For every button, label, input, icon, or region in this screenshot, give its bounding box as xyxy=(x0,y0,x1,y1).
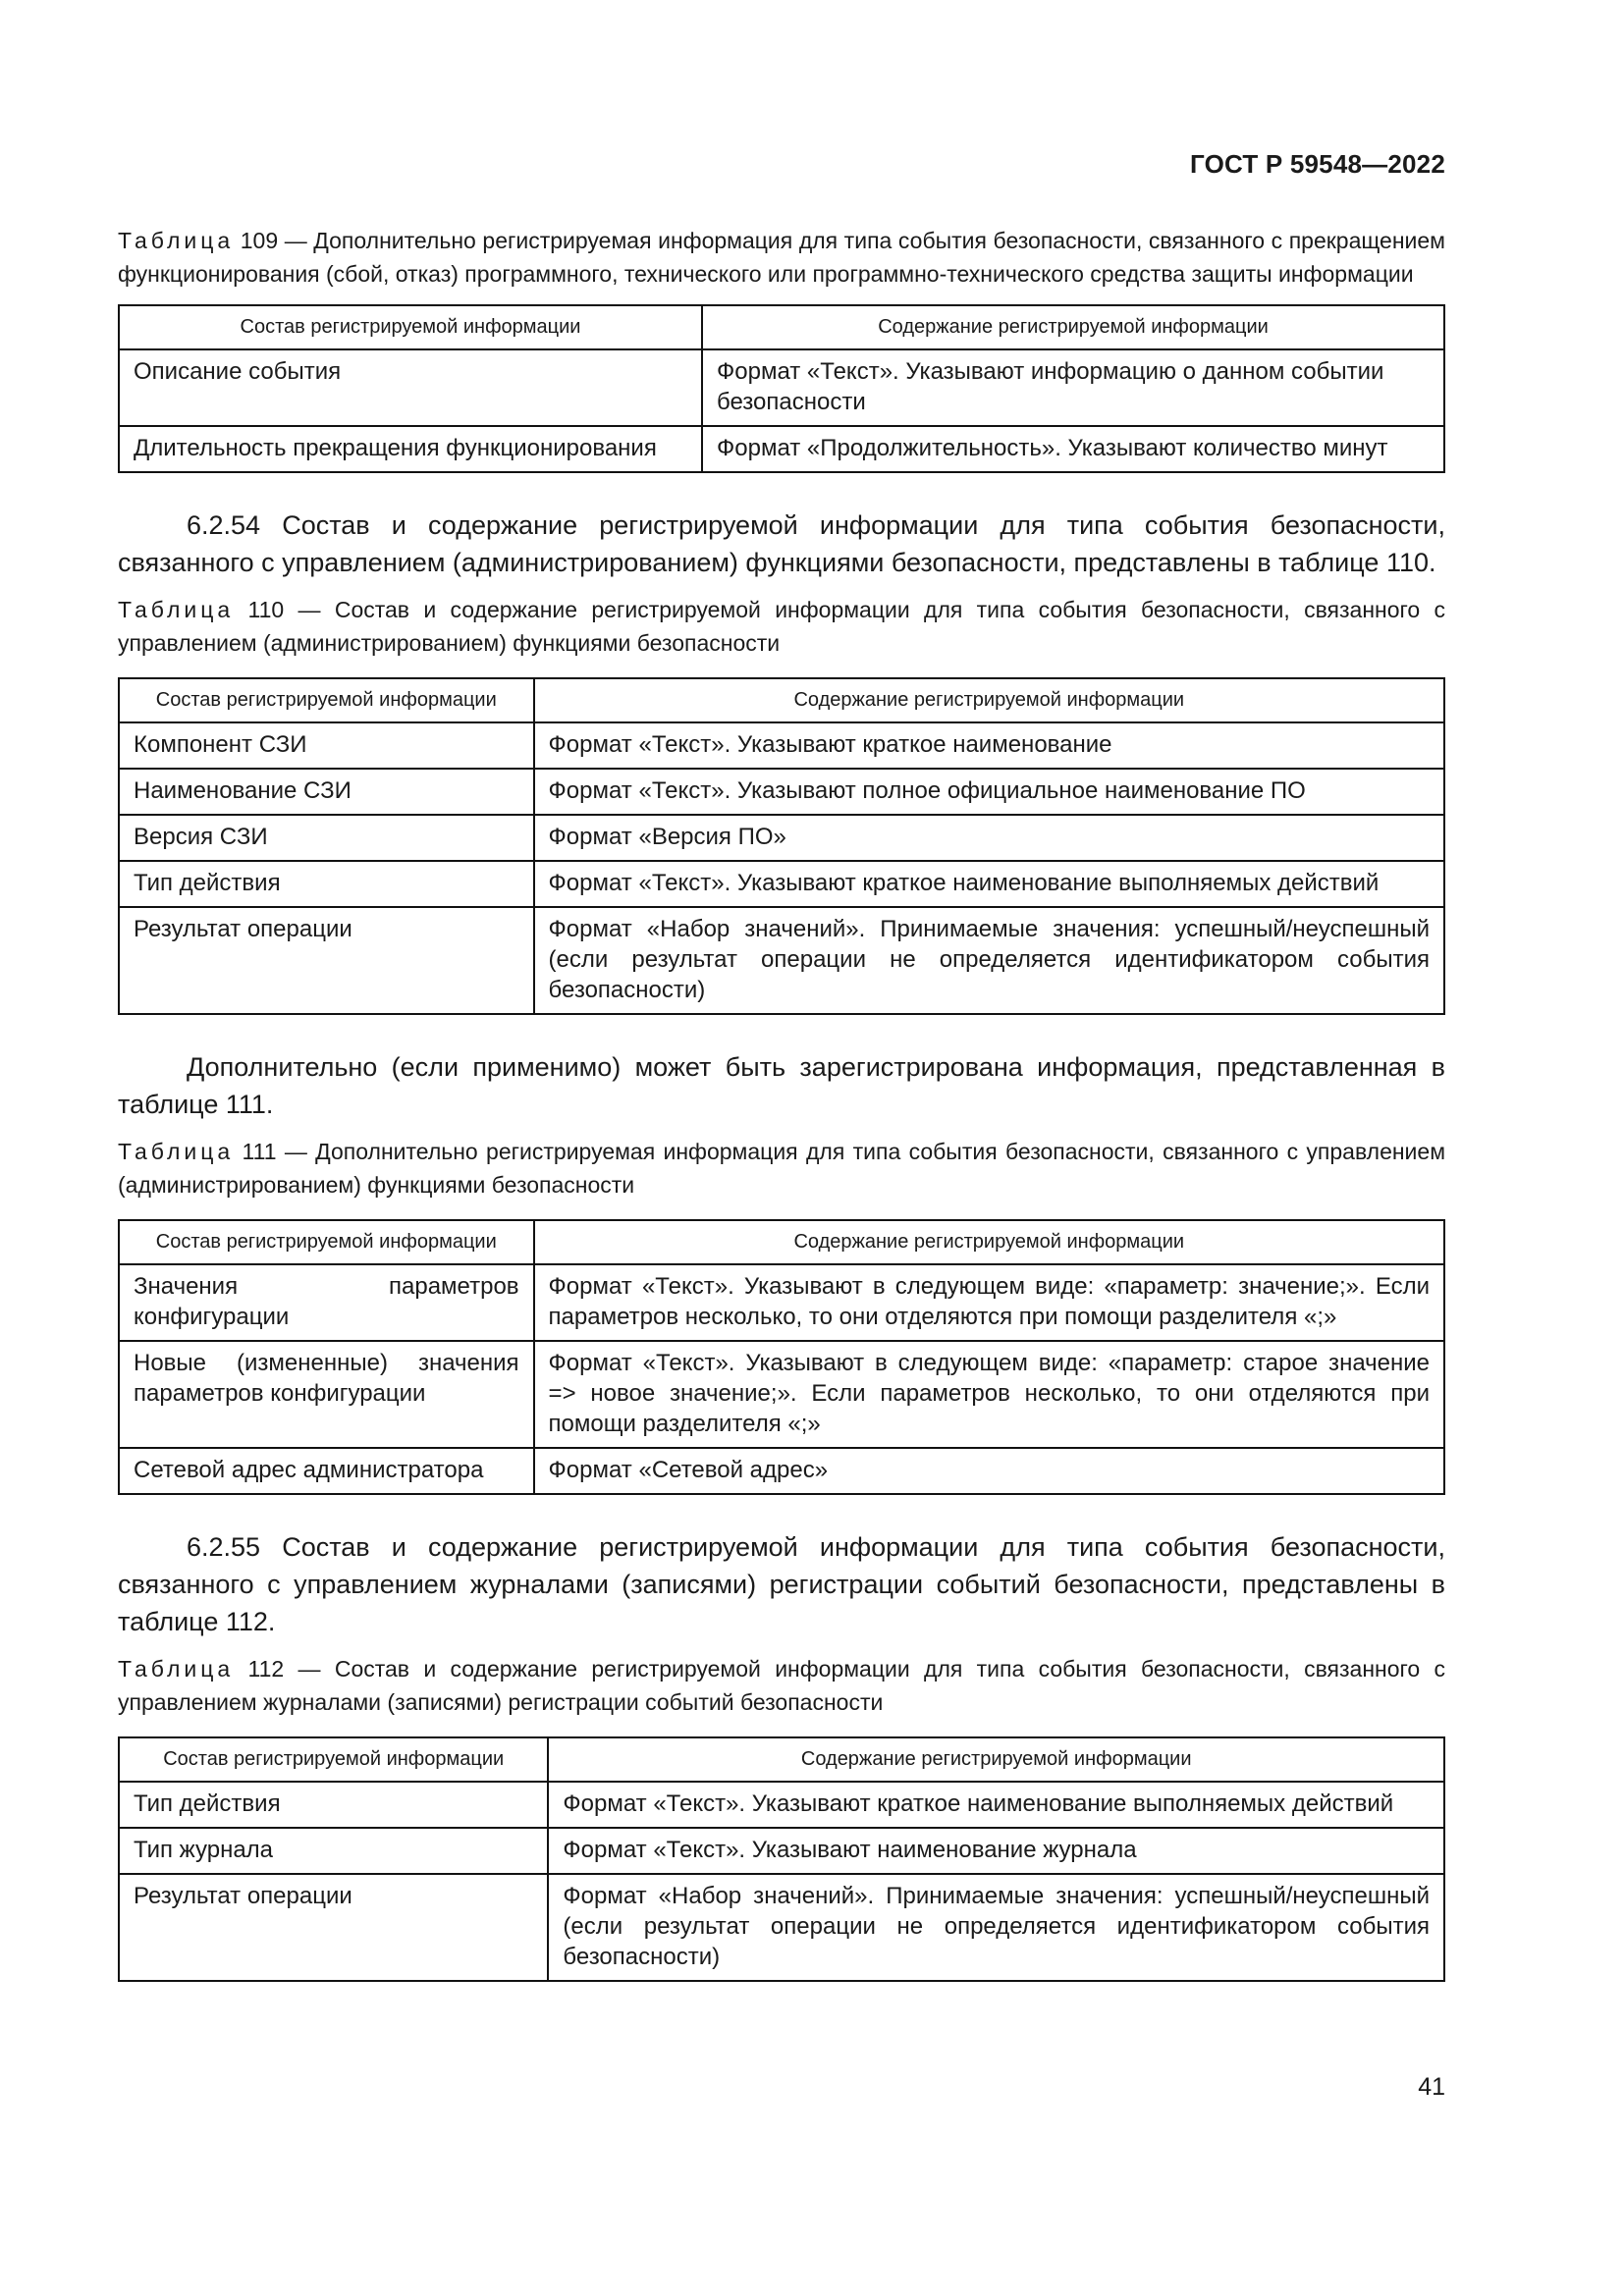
row-label: Тип журнала xyxy=(119,1828,548,1874)
caption-text: — Состав и содержание регистрируемой информации для типа события безопасности, связанного с управлением журналами (записями) регистрации событий безопасности xyxy=(118,1656,1446,1715)
table-row xyxy=(119,769,1444,815)
row-value: Формат «Текст». Указывают краткое наименование выполняемых действий xyxy=(548,1782,1444,1828)
row-value: Формат «Продолжительность». Указывают количество минут xyxy=(702,426,1444,472)
table-row xyxy=(119,1448,1444,1494)
row-value: Формат «Набор значений». Принимаемые значения: успешный/неуспешный (если результат операции не определяется идентификатором события безопасности) xyxy=(534,907,1444,1014)
table-row xyxy=(119,815,1444,861)
table-header-row xyxy=(119,1737,1444,1782)
row-value: Формат «Текст». Указывают в следующем виде: «параметр: старое значение => новое значение;». Если параметров несколько, то они отделяются при помощи разделителя «;» xyxy=(534,1341,1444,1448)
row-value: Формат «Текст». Указывают наименование журнала xyxy=(548,1828,1444,1874)
caption-text: — Дополнительно регистрируемая информация для типа события безопасности, связанного с управлением (администрированием) функциями безопасности xyxy=(118,1139,1446,1198)
table-header-row xyxy=(119,678,1444,722)
paragraph-additional: Дополнительно (если применимо) может быть зарегистрирована информация, представленная в таблице 111. xyxy=(118,1052,1445,1119)
row-label: Описание события xyxy=(119,349,702,426)
page-content xyxy=(118,224,1445,1982)
row-value: Формат «Набор значений». Принимаемые значения: успешный/неуспешный (если результат операции не определяется идентификатором события безопасности) xyxy=(548,1874,1444,1981)
table-row xyxy=(119,1341,1444,1448)
row-value: Формат «Текст». Указывают краткое наименование xyxy=(534,722,1444,769)
row-value: Формат «Текст». Указывают информацию о данном событии безопасности xyxy=(702,349,1444,426)
row-label: Наименование СЗИ xyxy=(119,769,534,815)
row-label: Компонент СЗИ xyxy=(119,722,534,769)
row-value: Формат «Сетевой адрес» xyxy=(534,1448,1444,1494)
row-label: Тип действия xyxy=(119,861,534,907)
table-row xyxy=(119,861,1444,907)
col-header-content: Содержание регистрируемой информации xyxy=(702,305,1444,349)
table-112 xyxy=(118,1736,1445,1982)
table-row xyxy=(119,1782,1444,1828)
col-header-content: Содержание регистрируемой информации xyxy=(548,1737,1444,1782)
table-header-row xyxy=(119,1220,1444,1264)
row-value: Формат «Текст». Указывают краткое наименование выполняемых действий xyxy=(534,861,1444,907)
table-label: Таблица xyxy=(118,228,235,253)
table-111-caption xyxy=(118,1135,1445,1201)
table-row xyxy=(119,349,1444,426)
page-number: 41 xyxy=(1418,2073,1445,2101)
table-number: 109 xyxy=(240,228,279,253)
table-111 xyxy=(118,1219,1445,1495)
table-number: 112 xyxy=(247,1656,285,1682)
table-row xyxy=(119,1828,1444,1874)
table-row xyxy=(119,907,1444,1014)
paragraph-6-2-54: 6.2.54 Состав и содержание регистрируемой информации для типа события безопасности, связанного с управлением (администрированием) функциями безопасности, представлены в таблице 110. xyxy=(118,510,1445,577)
col-header-composition: Состав регистрируемой информации xyxy=(119,305,702,349)
table-110-caption xyxy=(118,593,1445,660)
table-number: 111 xyxy=(242,1139,277,1164)
row-value: Формат «Текст». Указывают в следующем виде: «параметр: значение;». Если параметров несколько, то они отделяются при помощи разделителя «;» xyxy=(534,1264,1444,1341)
col-header-composition: Состав регистрируемой информации xyxy=(119,1737,548,1782)
col-header-composition: Состав регистрируемой информации xyxy=(119,678,534,722)
standard-header: ГОСТ Р 59548—2022 xyxy=(1190,149,1445,179)
paragraph-6-2-55: 6.2.55 Состав и содержание регистрируемой информации для типа события безопасности, связанного с управлением журналами (записями) регистрации событий безопасности, представлены в таблице 112. xyxy=(118,1532,1445,1636)
row-value: Формат «Версия ПО» xyxy=(534,815,1444,861)
table-row xyxy=(119,1264,1444,1341)
table-109 xyxy=(118,304,1445,473)
row-value: Формат «Текст». Указывают полное официальное наименование ПО xyxy=(534,769,1444,815)
table-row xyxy=(119,1874,1444,1981)
row-label: Результат операции xyxy=(119,907,534,1014)
caption-text: — Состав и содержание регистрируемой информации для типа события безопасности, связанного с управлением (администрированием) функциями безопасности xyxy=(118,597,1446,656)
row-label: Сетевой адрес администратора xyxy=(119,1448,534,1494)
table-112-caption xyxy=(118,1652,1445,1719)
table-row xyxy=(119,426,1444,472)
table-row xyxy=(119,722,1444,769)
row-label: Версия СЗИ xyxy=(119,815,534,861)
caption-text: — Дополнительно регистрируемая информация для типа события безопасности, связанного с прекращением функционирования (сбой, отказ) программного, технического или программно-технического средства защиты информации xyxy=(118,228,1445,287)
table-label: Таблица xyxy=(118,1656,235,1682)
row-label: Значения параметров конфигурации xyxy=(119,1264,534,1341)
row-label: Длительность прекращения функционирования xyxy=(119,426,702,472)
row-label: Новые (измененные) значения параметров конфигурации xyxy=(119,1341,534,1448)
table-label: Таблица xyxy=(118,597,235,622)
table-header-row xyxy=(119,305,1444,349)
table-label: Таблица xyxy=(118,1139,235,1164)
row-label: Результат операции xyxy=(119,1874,548,1981)
table-110 xyxy=(118,677,1445,1015)
col-header-content: Содержание регистрируемой информации xyxy=(534,678,1444,722)
table-number: 110 xyxy=(247,597,285,622)
col-header-composition: Состав регистрируемой информации xyxy=(119,1220,534,1264)
table-109-caption xyxy=(118,224,1445,291)
row-label: Тип действия xyxy=(119,1782,548,1828)
col-header-content: Содержание регистрируемой информации xyxy=(534,1220,1444,1264)
